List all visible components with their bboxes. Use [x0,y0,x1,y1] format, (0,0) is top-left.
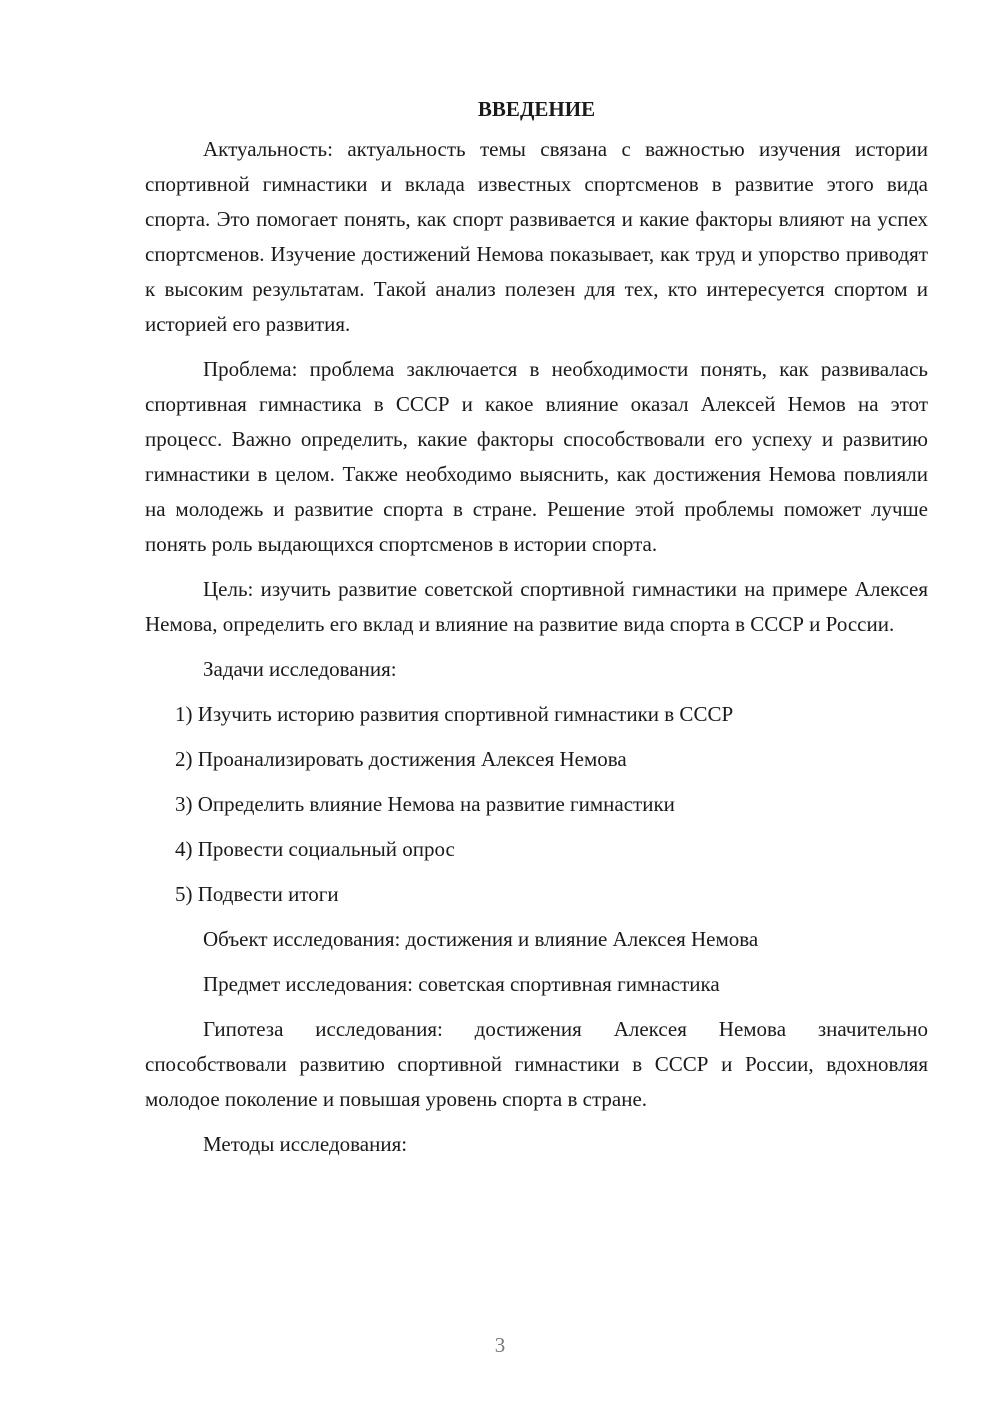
task-item: 2) Проанализировать достижения Алексея Немова [175,747,627,771]
section-title: ВВЕДЕНИЕ [477,97,596,121]
task-item: 3) Определить влияние Немова на развитие гимнастики [175,792,675,816]
document-page [145,92,928,1172]
task-item: 4) Провести социальный опрос [175,837,455,861]
relevance-paragraph: Актуальность: актуальность темы связана с важностью изучения истории спортивной гимнастики и вклада известных спортсменов в развитие этого вида спорта. Это помогает понять, как спорт развивается и какие факторы влияют на успех спортсменов. Изучение достижений Немова показывает, как труд и упорство приводят к высоким результатам. Такой анализ полезен для тех, кто интересуется спортом и историей его развития. [145,137,928,336]
subject-paragraph: Предмет исследования: советская спортивная гимнастика [203,972,720,996]
page-number: 3 [494,1333,506,1357]
tasks-heading: Задачи исследования: [203,657,397,681]
methods-heading: Методы исследования: [203,1132,408,1156]
goal-paragraph: Цель: изучить развитие советской спортивной гимнастики на примере Алексея Немова, определить его вклад и влияние на развитие вида спорта в СССР и России. [145,577,928,636]
task-item: 1) Изучить историю развития спортивной гимнастики в СССР [175,702,734,726]
problem-paragraph: Проблема: проблема заключается в необходимости понять, как развивалась спортивная гимнастика в СССР и какое влияние оказал Алексей Немов на этот процесс. Важно определить, какие факторы способствовали его успеху и развитию гимнастики в целом. Также необходимо выяснить, как достижения Немова повлияли на молодежь и развитие спорта в стране. Решение этой проблемы поможет лучше понять роль выдающихся спортсменов в истории спорта. [145,357,928,556]
object-paragraph: Объект исследования: достижения и влияние Алексея Немова [203,927,759,951]
hypothesis-paragraph: Гипотеза исследования: достижения Алексея Немова значительно способствовали развитию спортивной гимнастики в СССР и России, вдохновляя молодое поколение и повышая уровень спорта в стране. [145,1017,928,1111]
tasks-list [145,697,928,912]
task-item: 5) Подвести итоги [175,882,339,906]
